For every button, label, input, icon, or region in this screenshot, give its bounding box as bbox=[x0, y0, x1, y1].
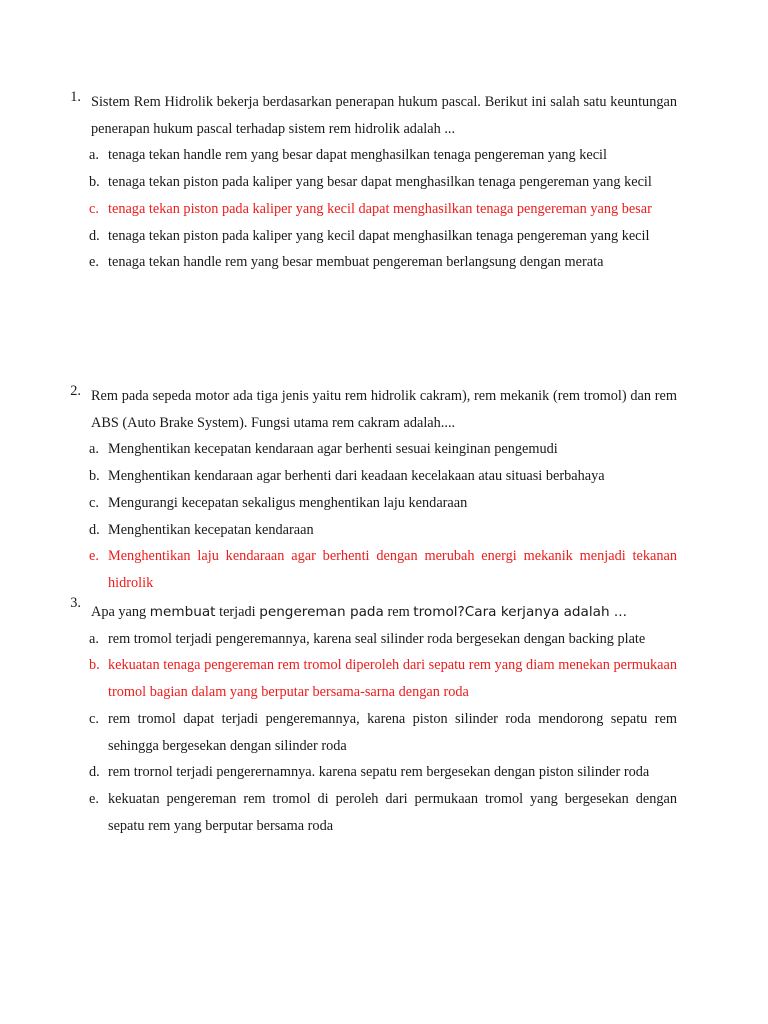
option-letter: c. bbox=[89, 200, 99, 217]
option-letter: b. bbox=[89, 174, 100, 191]
option-text: rem tromol terjadi pengeremannya, karena seal silinder roda bergesekan dengan backing plate bbox=[108, 630, 646, 647]
option-letter: e. bbox=[89, 790, 99, 807]
option-text: rem tromol dapat terjadi pengeremannya, karena piston silinder roda mendorong sepatu rem sehingga bergesekan dengan silinder roda bbox=[108, 710, 677, 754]
option-text: tenaga tekan handle rem yang besar membuat pengereman berlangsung dengan merata bbox=[108, 254, 604, 271]
question-text-part: Apa yang bbox=[91, 604, 150, 620]
question-text-part: tromo bbox=[413, 604, 454, 620]
option-letter: c. bbox=[89, 494, 99, 511]
option-text: tenaga tekan piston pada kaliper yang kecil dapat menghasilkan tenaga pengereman yang kecil bbox=[108, 227, 650, 244]
question-text-part: terjadi bbox=[215, 604, 260, 620]
question-text-part: membuat bbox=[149, 604, 216, 620]
option-d bbox=[89, 759, 677, 786]
option-c bbox=[89, 490, 677, 517]
option-d bbox=[89, 223, 677, 250]
option-letter: e. bbox=[89, 548, 99, 565]
question-number: 2. bbox=[70, 383, 81, 399]
option-e-correct bbox=[89, 543, 677, 596]
option-text: rem trornol terjadi pengerernamnya. karena sepatu rem bergesekan dengan piston silinder roda bbox=[108, 764, 650, 781]
option-list bbox=[60, 436, 677, 596]
question-text-part: pengereman pada bbox=[259, 604, 384, 620]
question-text: Rem pada sepeda motor ada tiga jenis yaitu rem hidrolik cakram), rem mekanik (rem tromol) dan rem ABS (Auto Brake System). Fungsi utama rem cakram adalah.... bbox=[91, 388, 677, 431]
option-letter: a. bbox=[89, 147, 99, 164]
option-c bbox=[89, 706, 677, 759]
option-text: Menghentikan laju kendaraan agar berhenti dengan merubah energi mekanik menjadi tekanan hidrolik bbox=[108, 548, 677, 591]
option-a bbox=[89, 142, 677, 169]
option-letter: b. bbox=[89, 468, 100, 485]
option-text: Menghentikan kendaraan agar berhenti dari keadaan kecelakaan atau situasi berbahaya bbox=[108, 468, 605, 485]
option-text: kekuatan tenaga pengereman rem tromol diperoleh dari sepatu rem yang diam menekan permukaan tromol bagian dalam yang berputar bersama-sarna dengan roda bbox=[108, 657, 677, 701]
option-text: kekuatan pengereman rem tromol di peroleh dari permukaan tromol yang bergesekan dengan sepatu rem yang berputar bersama roda bbox=[108, 790, 677, 834]
option-a bbox=[89, 626, 677, 653]
option-text: Menghentikan kecepatan kendaraan agar berhenti sesuai keinginan pengemudi bbox=[108, 441, 558, 458]
option-text: tenaga tekan piston pada kaliper yang kecil dapat menghasilkan tenaga pengereman yang besar bbox=[108, 200, 652, 217]
question-text-part: l?Cara kerjanya adalah ... bbox=[453, 604, 627, 620]
option-letter: c. bbox=[89, 710, 99, 727]
option-letter: d. bbox=[89, 764, 100, 781]
option-a bbox=[89, 436, 677, 463]
option-text: Menghentikan kecepatan kendaraan bbox=[108, 521, 314, 538]
option-c-correct bbox=[89, 196, 677, 223]
option-letter: d. bbox=[89, 227, 100, 244]
option-text: tenaga tekan piston pada kaliper yang besar dapat menghasilkan tenaga pengereman yang kecil bbox=[108, 174, 652, 191]
option-letter: b. bbox=[89, 657, 100, 674]
question-2 bbox=[60, 383, 677, 597]
option-d bbox=[89, 517, 677, 544]
option-e bbox=[89, 249, 677, 276]
question-number: 3. bbox=[70, 595, 81, 611]
option-b bbox=[89, 169, 677, 196]
option-letter: a. bbox=[89, 441, 99, 458]
option-text: Mengurangi kecepatan sekaligus menghentikan laju kendaraan bbox=[108, 494, 468, 511]
option-b bbox=[89, 463, 677, 490]
option-e bbox=[89, 786, 677, 839]
question-number: 1. bbox=[70, 89, 81, 105]
question-1 bbox=[60, 89, 677, 276]
option-letter: a. bbox=[89, 630, 99, 647]
option-list bbox=[60, 142, 677, 276]
option-list bbox=[60, 626, 677, 840]
option-text: tenaga tekan handle rem yang besar dapat menghasilkan tenaga pengereman yang kecil bbox=[108, 147, 607, 164]
question-text-part: rem bbox=[383, 604, 414, 620]
option-letter: e. bbox=[89, 254, 99, 271]
question-text bbox=[91, 599, 677, 626]
option-b-correct bbox=[89, 652, 677, 705]
question-3 bbox=[60, 595, 677, 839]
question-text: Sistem Rem Hidrolik bekerja berdasarkan penerapan hukum pascal. Berikut ini salah satu keuntungan penerapan hukum pascal terhadap sistem rem hidrolik adalah ... bbox=[91, 94, 677, 137]
option-letter: d. bbox=[89, 521, 100, 538]
